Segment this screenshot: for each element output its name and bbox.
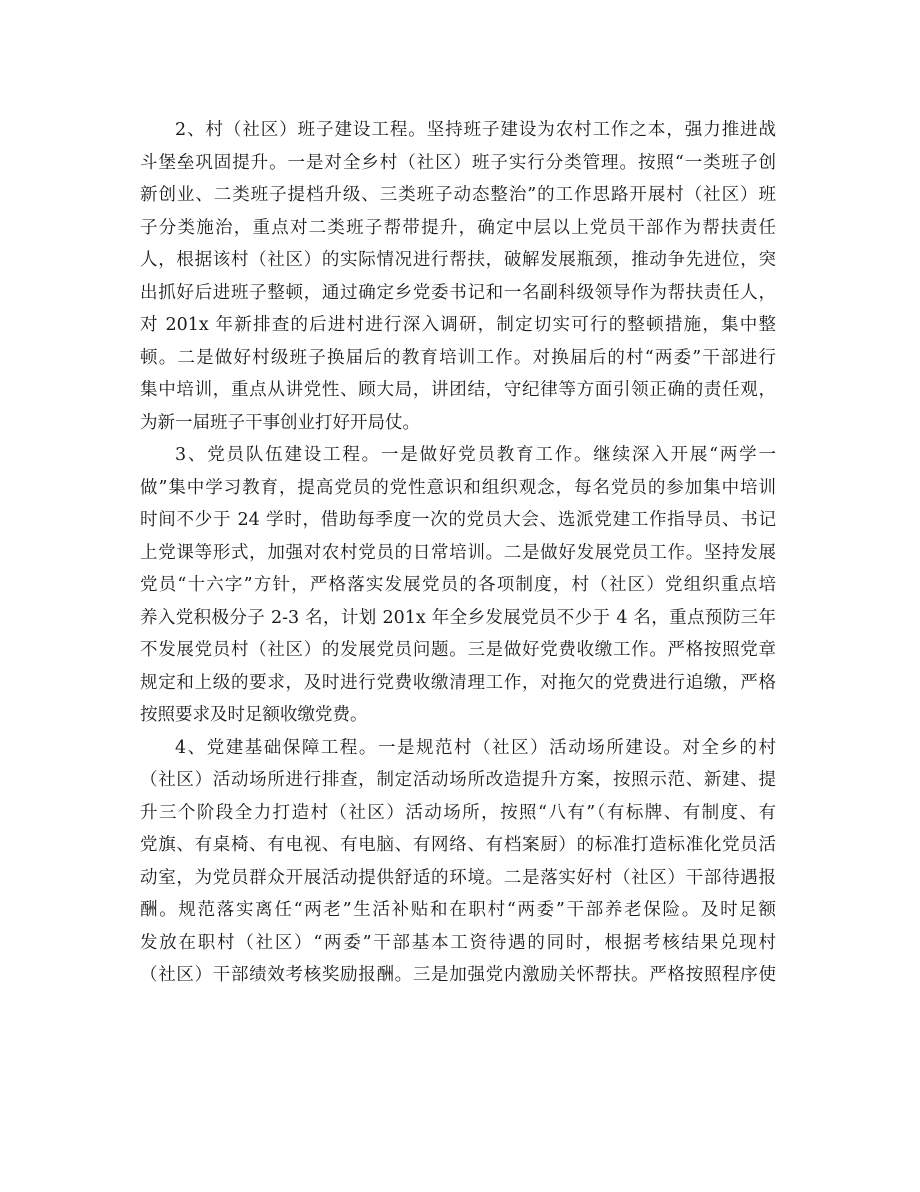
text-line: （社区）干部绩效考核奖励报酬。三是加强党内激励关怀帮扶。严格按照程序使 — [140, 965, 776, 985]
text-line: 不发展党员村（社区）的发展党员问题。三是做好党费收缴工作。严格按照党章 — [140, 640, 776, 660]
text-line: 3、党员队伍建设工程。一是做好党员教育工作。继续深入开展“两学一 — [175, 445, 776, 465]
text-line: 子分类施治，重点对二类班子帮带提升，确定中层以上党员干部作为帮扶责任 — [140, 217, 776, 238]
text-line: 斗堡垒巩固提升。一是对全乡村（社区）班子实行分类管理。按照“一类班子创 — [140, 152, 776, 173]
text-line: 对 201x 年新排查的后进村进行深入调研，制定切实可行的整顿措施，集中整 — [140, 315, 776, 335]
text-line: 党旗、有桌椅、有电视、有电脑、有网络、有档案厨）的标准打造标准化党员活 — [140, 835, 776, 855]
text-line: 党员“十六字”方针，严格落实发展党员的各项制度，村（社区）党组织重点培 — [140, 575, 776, 595]
text-line: 上党课等形式，加强对农村党员的日常培训。二是做好发展党员工作。坚持发展 — [140, 542, 776, 563]
text-line: 集中培训，重点从讲党性、顾大局，讲团结，守纪律等方面引领正确的责任观， — [140, 380, 776, 400]
text-line: 酬。规范落实离任“两老”生活补贴和在职村“两委”干部养老保险。及时足额 — [140, 900, 776, 920]
text-line: 人，根据该村（社区）的实际情况进行帮扶，破解发展瓶颈，推动争先进位，突 — [140, 250, 776, 270]
document-body — [140, 114, 776, 992]
text-line: 顿。二是做好村级班子换届后的教育培训工作。对换届后的村“两委”干部进行 — [140, 347, 776, 368]
text-line: 按照要求及时足额收缴党费。 — [140, 705, 368, 725]
text-line: （社区）活动场所进行排查，制定活动场所改造提升方案，按照示范、新建、提 — [140, 770, 776, 790]
paragraph-village-team-building — [140, 114, 776, 439]
text-line: 4、党建基础保障工程。一是规范村（社区）活动场所建设。对全乡的村 — [175, 737, 776, 758]
text-line: 2、村（社区）班子建设工程。坚持班子建设为农村工作之本，强力推进战 — [175, 120, 776, 140]
text-line: 发放在职村（社区）“两委”干部基本工资待遇的同时，根据考核结果兑现村 — [140, 932, 776, 953]
text-line: 新创业、二类班子提档升级、三类班子动态整治”的工作思路开展村（社区）班 — [140, 185, 776, 205]
text-line: 做”集中学习教育，提高党员的党性意识和组织观念，每名党员的参加集中培训 — [140, 477, 776, 498]
text-line: 动室，为党员群众开展活动提供舒适的环境。二是落实好村（社区）干部待遇报 — [140, 867, 776, 888]
text-line: 养入党积极分子 2-3 名，计划 201x 年全乡发展党员不少于 4 名，重点预防三年 — [140, 607, 776, 628]
paragraph-infrastructure-guarantee — [140, 732, 776, 992]
paragraph-party-member-team — [140, 439, 776, 732]
text-line: 升三个阶段全力打造村（社区）活动场所，按照“八有”（有标牌、有制度、有 — [140, 802, 776, 823]
text-line: 出抓好后进班子整顿，通过确定乡党委书记和一名副科级领导作为帮扶责任人， — [140, 282, 776, 303]
text-line: 规定和上级的要求，及时进行党费收缴清理工作，对拖欠的党费进行追缴，严格 — [140, 672, 776, 693]
text-line: 时间不少于 24 学时，借助每季度一次的党员大会、选派党建工作指导员、书记 — [140, 510, 776, 530]
text-line: 为新一届班子干事创业打好开局仗。 — [140, 412, 420, 433]
